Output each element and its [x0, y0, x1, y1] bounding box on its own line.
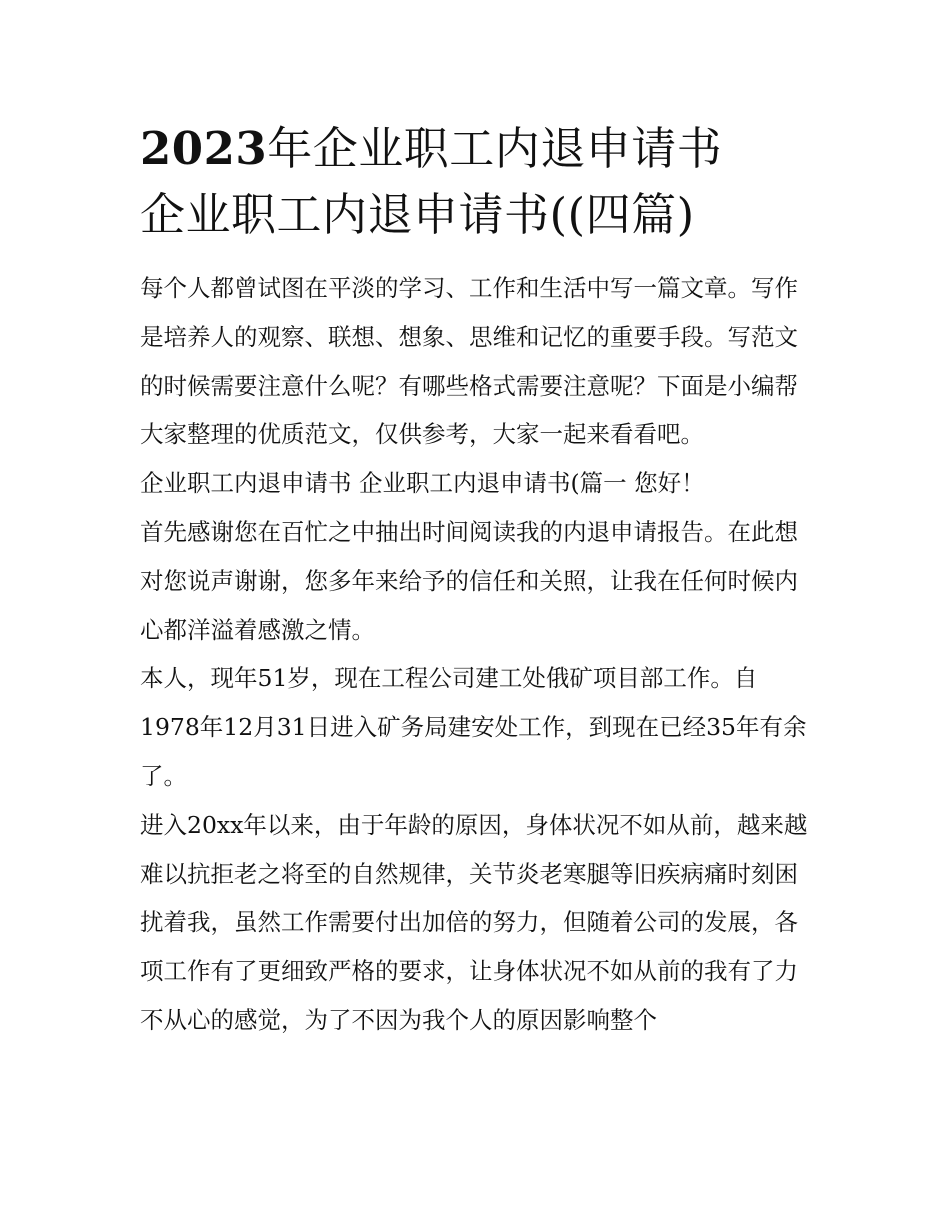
intro-paragraph: 每个人都曾试图在平淡的学习、工作和生活中写一篇文章。写作是培养人的观察、联想、想象、思维和记忆的重要手段。写范文的时候需要注意什么呢？有哪些格式需要注意呢？下面是小编帮大家整理的优质范文，仅供参考，大家一起来看看吧。 [140, 274, 798, 449]
personal-info-paragraph: 本人，现年51岁，现在工程公司建工处俄矿项目部工作。自1978年12月31日进入矿务局建安处工作，到现在已经35年有余了。 [140, 664, 807, 790]
title-text: 年企业职工内退申请书 [267, 122, 723, 175]
reason-paragraph: 进入20xx年以来，由于年龄的原因，身体状况不如从前，越来越难以抗拒老之将至的自然规律，关节炎老寒腿等旧疾病痛时刻困扰着我，虽然工作需要付出加倍的努力，但随着公司的发展，各项工作有了更细致严格的要求，让身体状况不如从前的我有了力不从心的感觉，为了不因为我个人的原因影响整个 [140, 810, 808, 1034]
document-title-line-2: 企业职工内退申请书((四篇) [140, 188, 695, 241]
section-heading-paragraph: 企业职工内退申请书 企业职工内退申请书(篇一 您好！ [140, 469, 705, 498]
title-year: 2023 [140, 122, 268, 175]
thanks-paragraph: 首先感谢您在百忙之中抽出时间阅读我的内退申请报告。在此想对您说声谢谢，您多年来给予的信任和关照，让我在任何时候内心都洋溢着感激之情。 [140, 517, 798, 644]
document-title-line-1 [140, 116, 814, 182]
document-page [140, 116, 814, 1045]
